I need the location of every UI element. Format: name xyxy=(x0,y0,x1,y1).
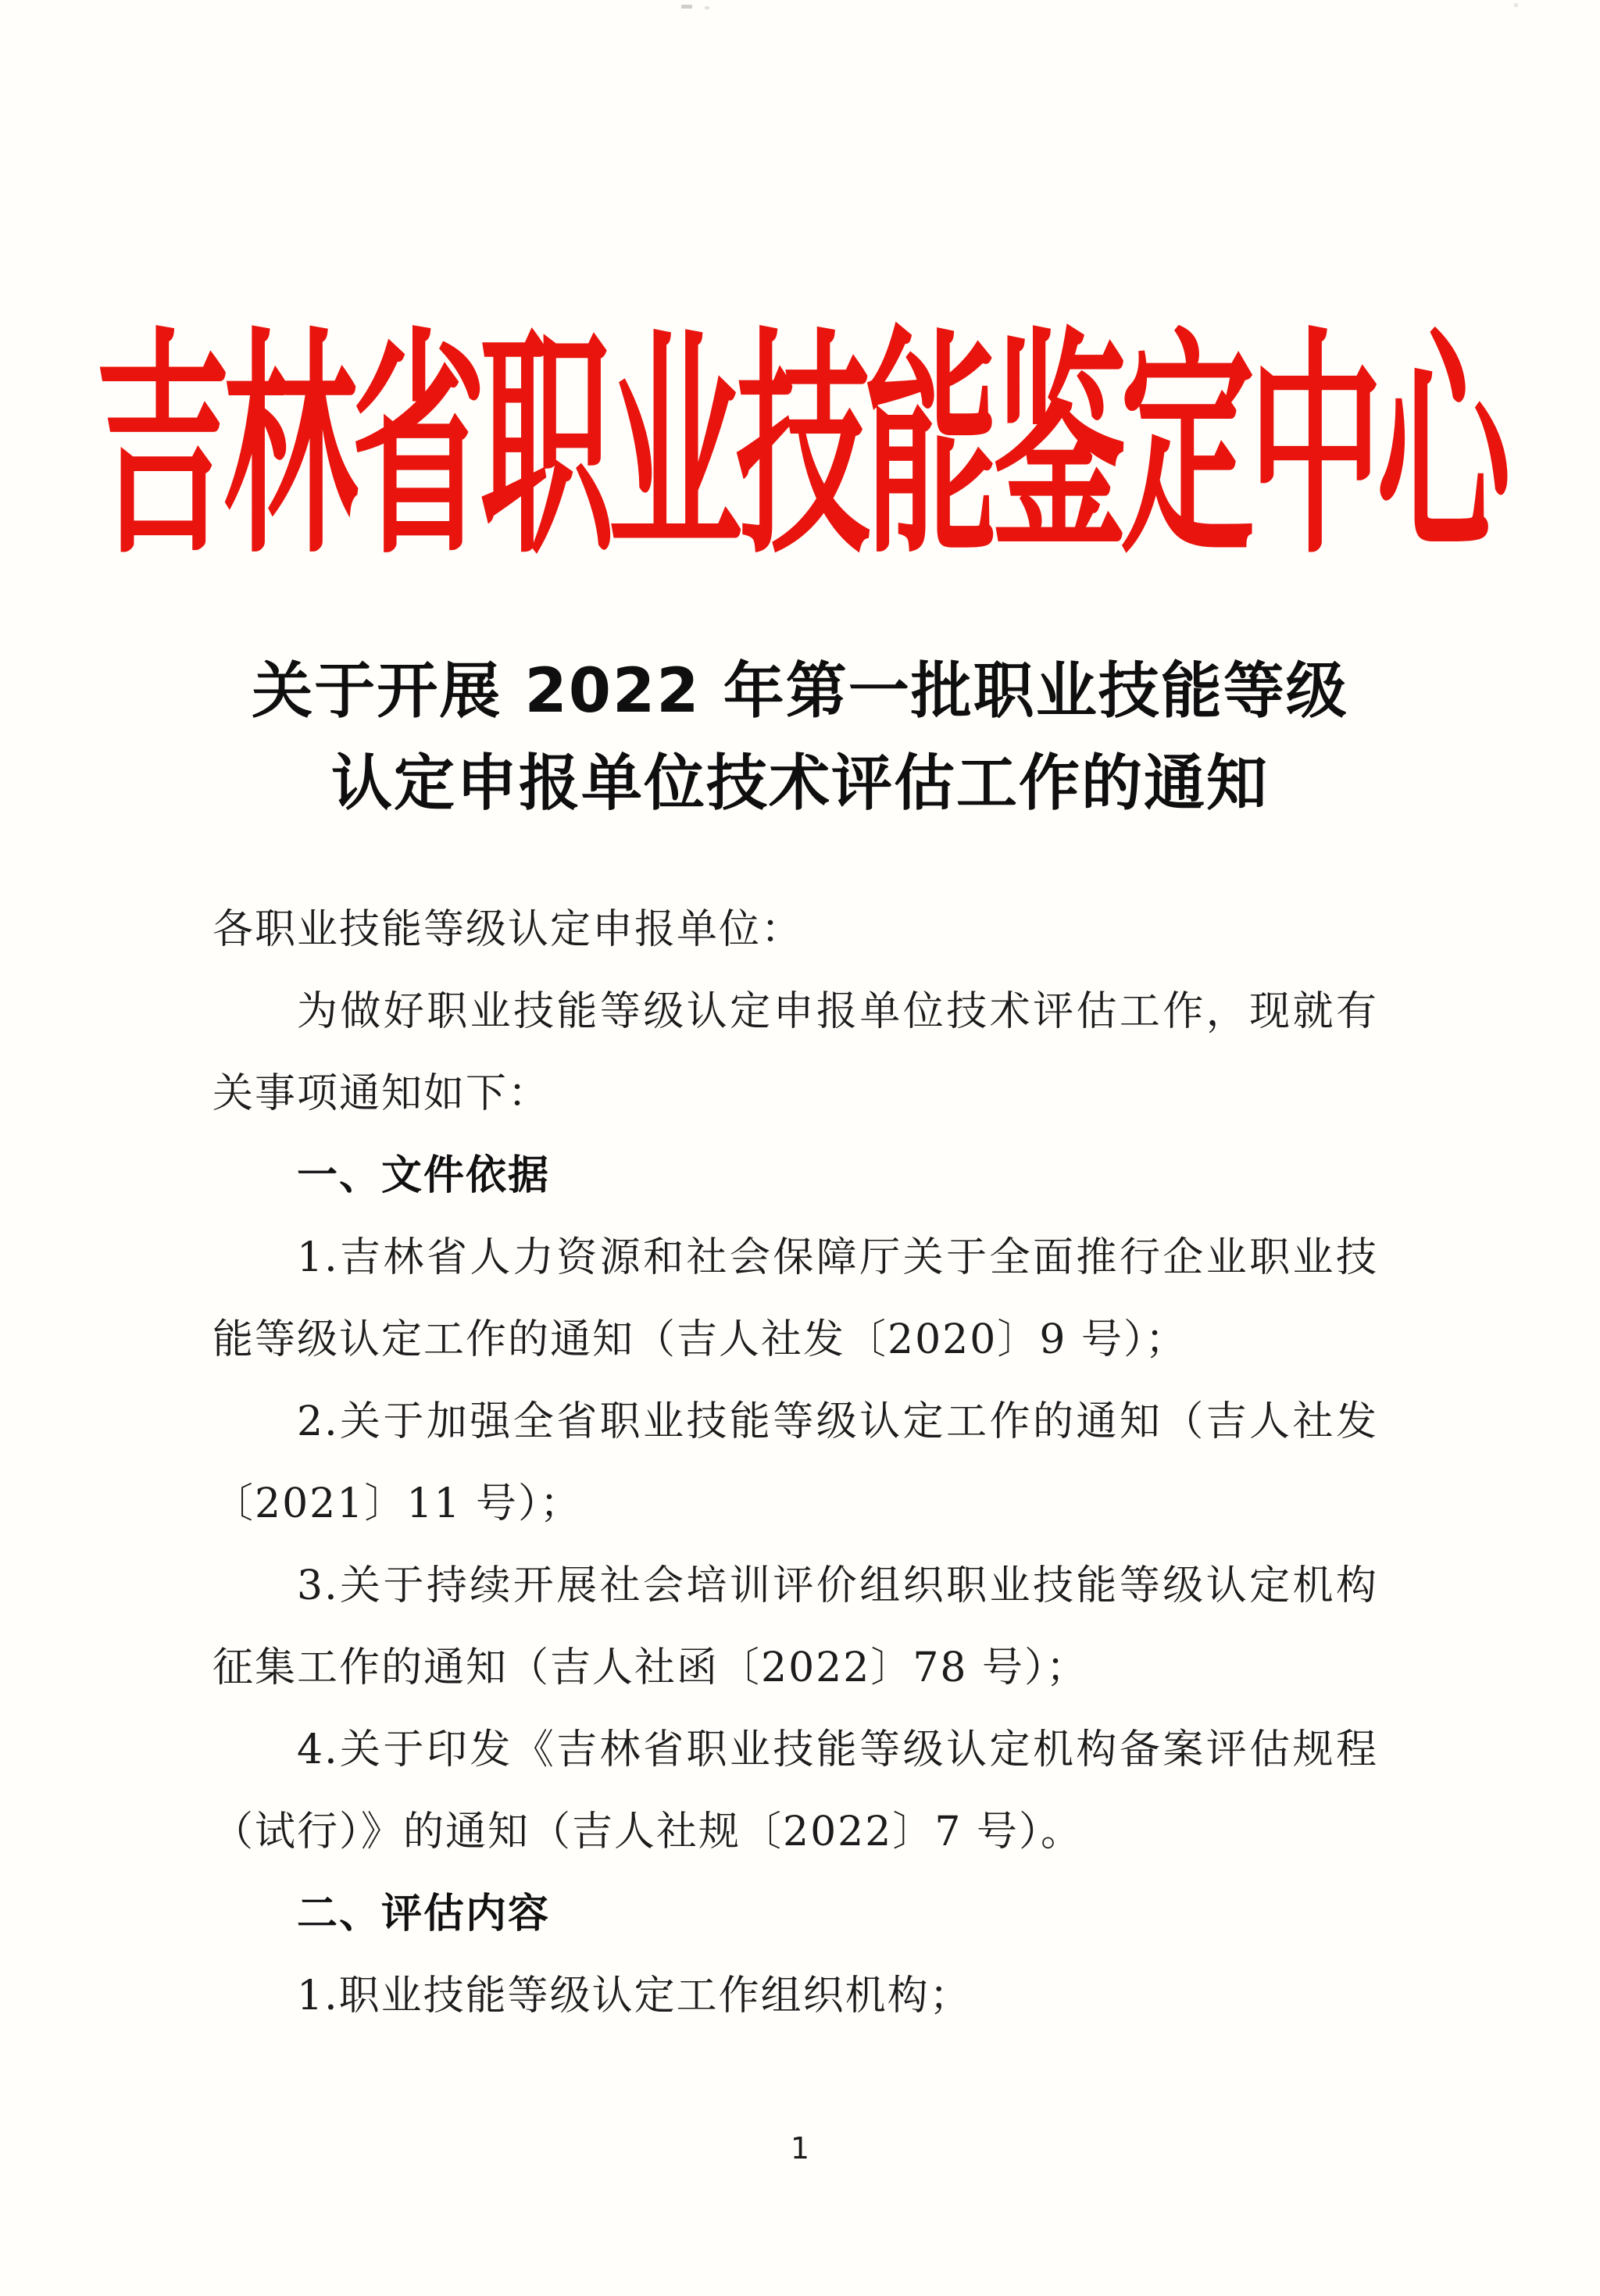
section-1-item-4: 4.关于印发《吉林省职业技能等级认定机构备案评估规程（试行）》的通知（吉人社规〔2022〕7 号）。 xyxy=(212,1726,1378,1855)
scan-artifact xyxy=(681,5,692,9)
document-title xyxy=(0,645,1600,830)
scan-artifact xyxy=(705,6,709,9)
section-1-item-3: 3.关于持续开展社会培训评价组织职业技能等级认定机构征集工作的通知（吉人社函〔2022〕78 号）； xyxy=(212,1562,1378,1691)
document-title-line2: 认定申报单位技术评估工作的通知 xyxy=(330,748,1269,819)
intro-paragraph: 为做好职业技能等级认定申报单位技术评估工作，现就有关事项通知如下： xyxy=(212,988,1378,1117)
section-2-item-1: 1.职业技能等级认定工作组织机构； xyxy=(297,1973,972,2019)
section-1-heading: 一、文件依据 xyxy=(297,1152,551,1199)
salutation: 各职业技能等级认定申报单位： xyxy=(212,906,804,953)
document-body xyxy=(212,889,1378,2037)
document-title-line1: 关于开展 2022 年第一批职业技能等级 xyxy=(252,656,1348,727)
section-1-item-1: 1.吉林省人力资源和社会保障厅关于全面推行企业职业技能等级认定工作的通知（吉人社发〔2020〕9 号）； xyxy=(212,1234,1378,1363)
letterhead-org-name: 吉林省职业技能鉴定中心 xyxy=(95,304,1505,587)
scan-artifact xyxy=(1514,3,1518,7)
section-2-heading: 二、评估内容 xyxy=(297,1891,551,1937)
section-1-item-2: 2.关于加强全省职业技能等级认定工作的通知（吉人社发〔2021〕11 号）； xyxy=(212,1398,1378,1527)
page-number: 1 xyxy=(790,2131,810,2166)
